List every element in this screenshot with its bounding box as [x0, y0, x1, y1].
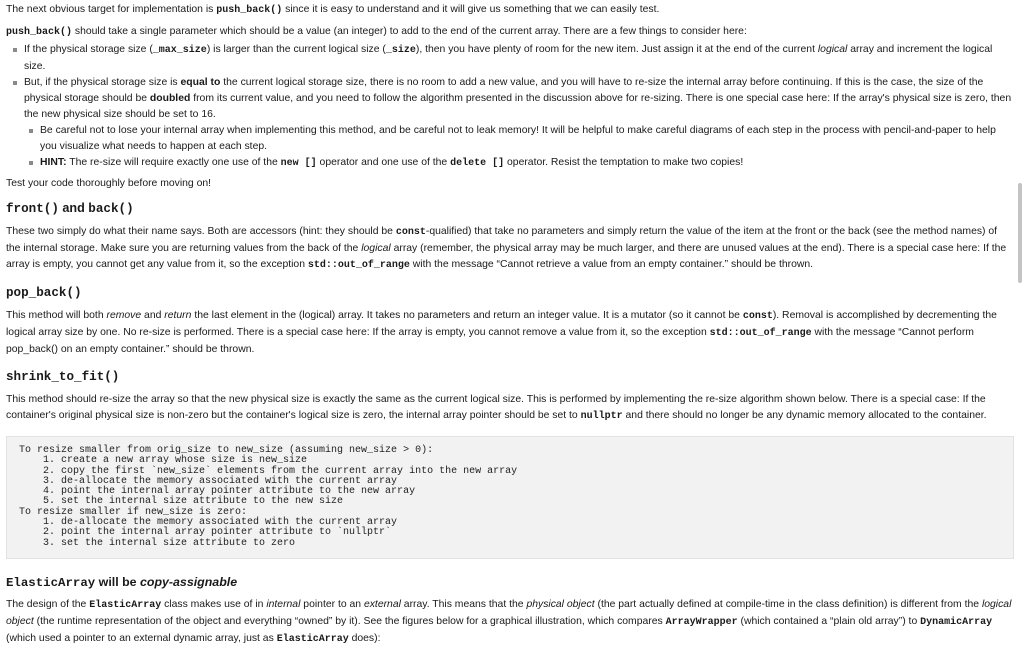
- code-line: 3. de-allocate the memory associated with the current array: [19, 475, 398, 487]
- text: The design of the: [6, 598, 90, 610]
- bold-text: equal to: [180, 77, 221, 88]
- heading-code: back(): [88, 202, 134, 216]
- heading-text: and: [58, 201, 89, 215]
- text: operator. Resist the temptation to make two copies!: [504, 157, 744, 168]
- text: array (remember, the physical array may be much larger, and there are unused values at the end). There is a special case here: If the array is empty, you cannot get any value from it, so the exception: [6, 243, 1007, 270]
- nested-list: [24, 123, 1014, 172]
- text: from its current value, and you need to follow the algorithm presented in the discussion above for re-sizing. There is one special case here: If the array's physical size is zero, then the new physical size should be set to 16.: [24, 93, 1012, 120]
- code-out-of-range: std::out_of_range: [709, 328, 812, 339]
- code-new: new []: [280, 158, 317, 169]
- text: array and increment the logical size.: [24, 44, 993, 72]
- code-const: const: [395, 227, 426, 238]
- code-line: 3. set the internal size attribute to zero: [19, 537, 296, 549]
- text: (which used a pointer to an external dynamic array, just as: [6, 632, 277, 644]
- code-line: To resize smaller from orig_size to new_size (assuming new_size > 0):: [19, 445, 434, 456]
- text: pointer to an: [300, 598, 364, 610]
- list-item: [40, 123, 1014, 155]
- emphasis: internal: [266, 598, 301, 610]
- code-out-of-range: std::out_of_range: [307, 260, 410, 271]
- code-line: 2. copy the first `new_size` elements from the current array into the new array: [19, 465, 518, 477]
- front-back-heading: [6, 199, 1014, 218]
- text: This method will both: [6, 310, 107, 321]
- vertical-scrollbar-thumb[interactable]: [1018, 183, 1022, 283]
- code-line: 5. set the internal size attribute to the new size: [19, 496, 344, 508]
- test-reminder: Test your code thoroughly before moving on!: [6, 178, 212, 189]
- text: with the message “Cannot retrieve a value from an empty container.” should be thrown.: [409, 259, 814, 270]
- list-item: [24, 75, 1014, 172]
- code-line: 4. point the internal array pointer attribute to the new array: [19, 486, 416, 498]
- intro-text: The next obvious target for implementation is: [6, 4, 217, 15]
- text: operator and one use of the: [316, 157, 451, 168]
- text: -qualified) that take no parameters and simply return the value of the item at the front or the back (see the method names) of the internal storage. Make sure you are returning values from the back of the: [6, 226, 998, 254]
- code-dynamicarray: DynamicArray: [920, 616, 993, 628]
- hint-label: HINT:: [40, 157, 67, 168]
- text: This method should re-size the array so that the new physical size is exactly the same as the current logical size. This is performed by implementing the re-size algorithm shown below. There is a special case: If the container's original physical size is non-zero but the container's logical size is zero, the internal array pointer should be set to: [6, 394, 986, 421]
- code-line: To resize smaller if new_size is zero:: [19, 506, 248, 518]
- text: (the runtime representation of the object and everything “owned” by it). See the figures below for a graphical illustration, which compares: [33, 615, 666, 627]
- emphasis: return: [164, 310, 192, 321]
- list-item: [24, 42, 1014, 75]
- text: Be careful not to lose your internal array when implementing this method, and be careful not to leak memory! It will be helpful to make careful diagrams of each step in the process with pencil-and-paper to help you visualize what needs to happen at each step.: [40, 125, 996, 152]
- text: does):: [348, 632, 381, 644]
- text: and: [141, 310, 165, 321]
- bold-text: doubled: [149, 93, 191, 104]
- code-nullptr: nullptr: [580, 411, 623, 422]
- text: (the part actually defined at compile-time in the class definition) is different from the: [594, 598, 982, 610]
- heading-emphasis: copy-assignable: [140, 574, 238, 589]
- front-back-paragraph: [6, 224, 1014, 274]
- code-line: 2. point the internal array pointer attribute to `nullptr`: [19, 527, 392, 539]
- text: with the message “Cannot perform pop_back() on an empty container.” should be thrown.: [6, 327, 974, 355]
- text: array. This means that the: [400, 598, 527, 610]
- pop-back-paragraph: [6, 308, 1014, 358]
- text: the current logical storage size, there is no room to add a new value, and you will have to re-size the internal array before continuing. If this is the case, the size of the physical storage should be: [24, 77, 984, 104]
- text: the last element in the (logical) array. It takes no parameters and return an integer value. It is a mutator (so it cannot be: [191, 310, 743, 321]
- copy-assignable-heading: [6, 573, 1014, 592]
- document-page: [6, 2, 1014, 648]
- heading-code: ElasticArray: [6, 575, 96, 590]
- code-max-size: _max_size: [152, 45, 207, 56]
- code-line: 1. de-allocate the memory associated with the current array: [19, 517, 398, 529]
- emphasis: remove: [106, 310, 142, 321]
- heading-code: front(): [6, 202, 59, 216]
- text: If the physical storage size (: [24, 44, 153, 55]
- text: class makes use of in: [161, 598, 267, 610]
- intro-paragraph: [6, 2, 1014, 19]
- emphasis: logical object: [6, 598, 1012, 627]
- push-back-description: [6, 24, 1014, 41]
- shrink-to-fit-paragraph: [6, 392, 1014, 425]
- text: ). Removal is accomplished by decrementing the logical array size by one. No re-size is performed. There is a special case here: If the array is empty, you cannot remove a value from it, so the exception: [6, 310, 997, 338]
- copy-assignable-paragraph: [6, 597, 1014, 648]
- code-size: _size: [385, 45, 416, 56]
- text: ) is larger than the current logical size (: [206, 44, 386, 55]
- emphasis: logical: [817, 44, 848, 55]
- code-line: 1. create a new array whose size is new_size: [19, 455, 308, 467]
- description-text: should take a single parameter which should be a value (an integer) to add to the end of the current array. There are a few things to consider here:: [72, 26, 747, 37]
- emphasis: logical: [361, 243, 391, 254]
- code-arraywrapper: ArrayWrapper: [665, 616, 738, 628]
- text: ), then you have plenty of room for the new item. Just assign it at the end of the current: [415, 44, 818, 55]
- text: These two simply do what their name says. Both are accessors (hint: they should be: [6, 226, 396, 237]
- text: But, if the physical storage size is: [24, 77, 181, 88]
- code-delete: delete []: [450, 158, 505, 169]
- heading-text: will be: [95, 574, 140, 589]
- list-item: [40, 155, 1014, 172]
- pop-back-heading: pop_back(): [6, 286, 82, 300]
- text: (which contained a “plain old array”) to: [737, 615, 921, 627]
- code-push-back: push_back(): [216, 5, 283, 16]
- code-elasticarray: ElasticArray: [276, 633, 349, 645]
- text: and there should no longer be any dynamic memory allocated to the container.: [622, 410, 987, 421]
- code-push-back: push_back(): [6, 27, 73, 38]
- code-const: const: [742, 311, 773, 322]
- shrink-to-fit-heading: shrink_to_fit(): [6, 370, 120, 384]
- resize-algorithm-block: [6, 436, 1014, 559]
- text: The re-size will require exactly one use of the: [66, 157, 281, 168]
- push-back-considerations-list: [6, 42, 1014, 172]
- intro-text: since it is easy to understand and it will give us something that we can easily test.: [282, 4, 660, 15]
- emphasis: physical object: [526, 598, 595, 610]
- code-elasticarray: ElasticArray: [89, 599, 162, 611]
- emphasis: external: [363, 598, 401, 610]
